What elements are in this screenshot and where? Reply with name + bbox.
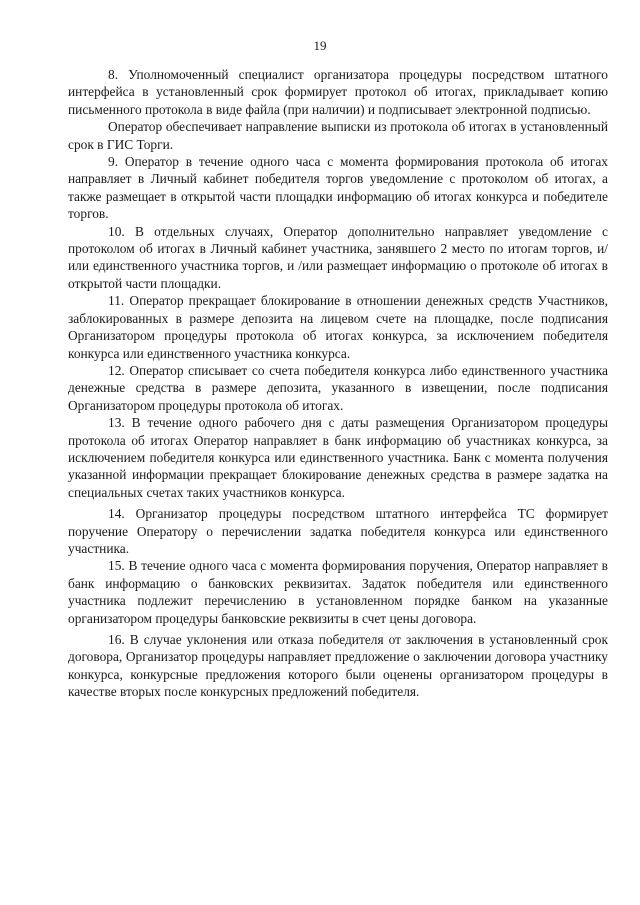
paragraph-11: 11. Оператор прекращает блокирование в отношении денежных средств Участников, заблокированных в размере депозита на лицевом счете на площадке, после подписания Организатором процедуры протокола об итогах конкурса, за исключением победителя конкурса или единственного участника конкурса.: [68, 293, 608, 361]
paragraph-14: 14. Организатор процедуры посредством штатного интерфейса ТС формирует поручение Оператору о перечислении задатка победителя конкурса или единственного участника.: [68, 506, 608, 556]
paragraph-8: 8. Уполномоченный специалист организатора процедуры посредством штатного интерфейса в установленный срок формирует протокол об итогах, прикладывает копию письменного протокола в виде файла (при наличии) и подписывает электронной подписью.: [68, 67, 608, 117]
paragraph-9: 9. Оператор в течение одного часа с момента формирования протокола об итогах направляет в Личный кабинет победителя торгов уведомление с протоколом об итогах, а также размещает в открытой части площадки информацию об итогах конкурса и победителе торгов.: [68, 154, 608, 222]
paragraph-8-note: Оператор обеспечивает направление выписки из протокола об итогах в установленный срок в ГИС Торги.: [68, 119, 608, 152]
paragraph-16: 16. В случае уклонения или отказа победителя от заключения в установленный срок договора, Организатор процедуры направляет предложение о заключении договора участнику конкурса, конкурсные предложения которого были оценены организатором процедуры в качестве вторых после конкурсных предложений победителя.: [68, 632, 608, 700]
paragraph-13: 13. В течение одного рабочего дня с даты размещения Организатором процедуры протокола об итогах Оператор направляет в банк информацию об участниках конкурса, за исключением победителя конкурса или единственного участника. Банк с момента получения указанной информации прекращает блокирование денежных средства в размере задатка на специальных счетах таких участников конкурса.: [68, 415, 608, 500]
paragraph-12: 12. Оператор списывает со счета победителя конкурса либо единственного участника денежные средства в размере депозита, указанного в извещении, после подписания Организатором процедуры протокола об итогах.: [68, 362, 608, 413]
document-body: [68, 66, 608, 701]
page-number: 19: [313, 38, 327, 53]
paragraph-10: 10. В отдельных случаях, Оператор дополнительно направляет уведомление с протоколом об итогах в Личный кабинет участника, занявшего 2 место по итогам торгов, и/или единственного участника торгов, и /или размещает информацию о протоколе об итогах в открытой части площадки.: [68, 223, 608, 291]
paragraph-15: 15. В течение одного часа с момента формирования поручения, Оператор направляет в банк информацию о банковских реквизитах. Задаток победителя или единственного участника подлежит перечислению в установленном порядке банком на указанные организатором процедуры банковские реквизиты в счет цены договора.: [68, 558, 608, 626]
